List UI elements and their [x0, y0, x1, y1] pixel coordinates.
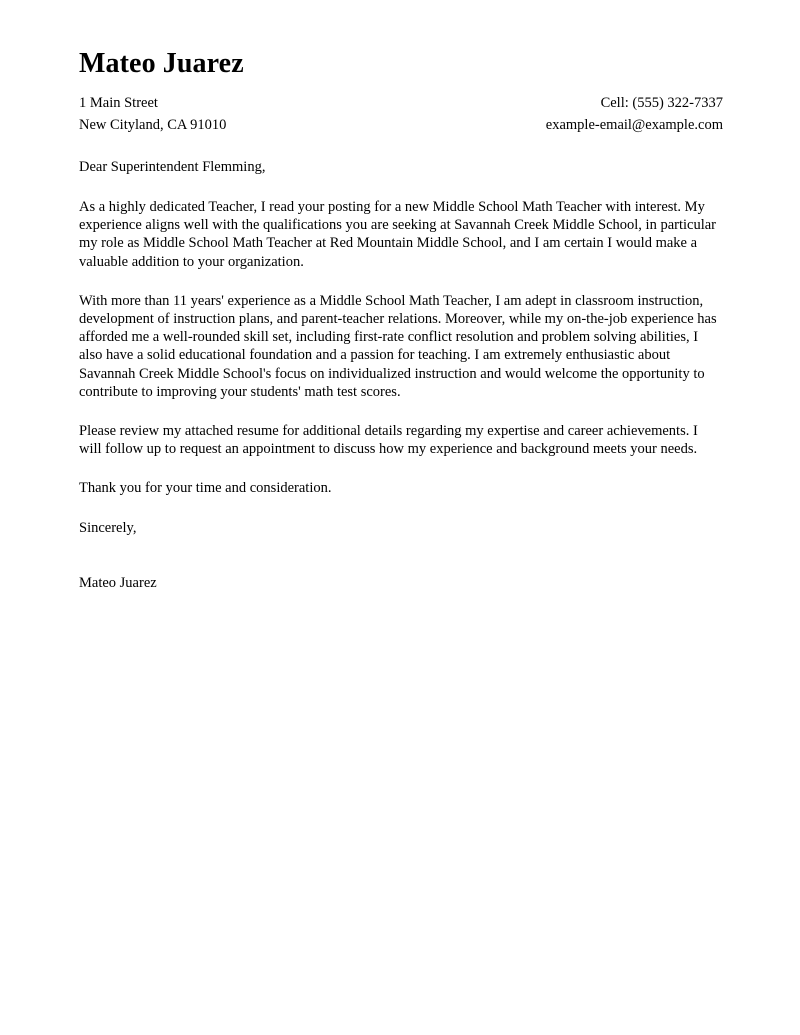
body-paragraph-2: With more than 11 years' experience as a Middle School Math Teacher, I am adept in classroom instruction, development of instruction plans, and parent-teacher relations. Moreover, while my on-the-job experience has afforded me a well-rounded skill set, including first-rate conflict resolution and problem solving abilities, I also have a solid educational foundation and a passion for teaching. I am extremely enthusiastic about Savannah Creek Middle School's focus on individualized instruction and would welcome the opportunity to contribute to improving your students' math test scores. — [79, 292, 717, 400]
contact-info-block — [79, 92, 723, 136]
salutation: Dear Superintendent Flemming, — [79, 159, 266, 175]
signature-name: Mateo Juarez — [79, 574, 157, 591]
signature-space — [79, 537, 723, 574]
contact-row-2 — [79, 114, 723, 136]
body-paragraph-3: Please review my attached resume for additional details regarding my expertise and career achievements. I will follow up to request an appointment to discuss how my experience and background meets your needs. — [79, 423, 698, 458]
thank-you-line: Thank you for your time and consideration. — [79, 480, 332, 497]
page-title: Mateo Juarez — [79, 48, 244, 79]
letter-body — [79, 48, 723, 592]
address-line-1: 1 Main Street — [79, 95, 158, 111]
address-line-2: New Cityland, CA 91010 — [79, 117, 227, 133]
email-address: example-email@example.com — [545, 117, 723, 133]
phone-number: Cell: (555) 322-7337 — [600, 95, 723, 111]
signoff-line: Sincerely, — [79, 519, 137, 536]
contact-row-1 — [79, 92, 723, 114]
body-paragraph-1: As a highly dedicated Teacher, I read your posting for a new Middle School Math Teacher with interest. My experience aligns well with the qualifications you are seeking at Savannah Creek Middle School, in particular my role as Middle School Math Teacher at Red Mountain Middle School, and I am certain I would make a valuable addition to your organization. — [79, 199, 716, 270]
